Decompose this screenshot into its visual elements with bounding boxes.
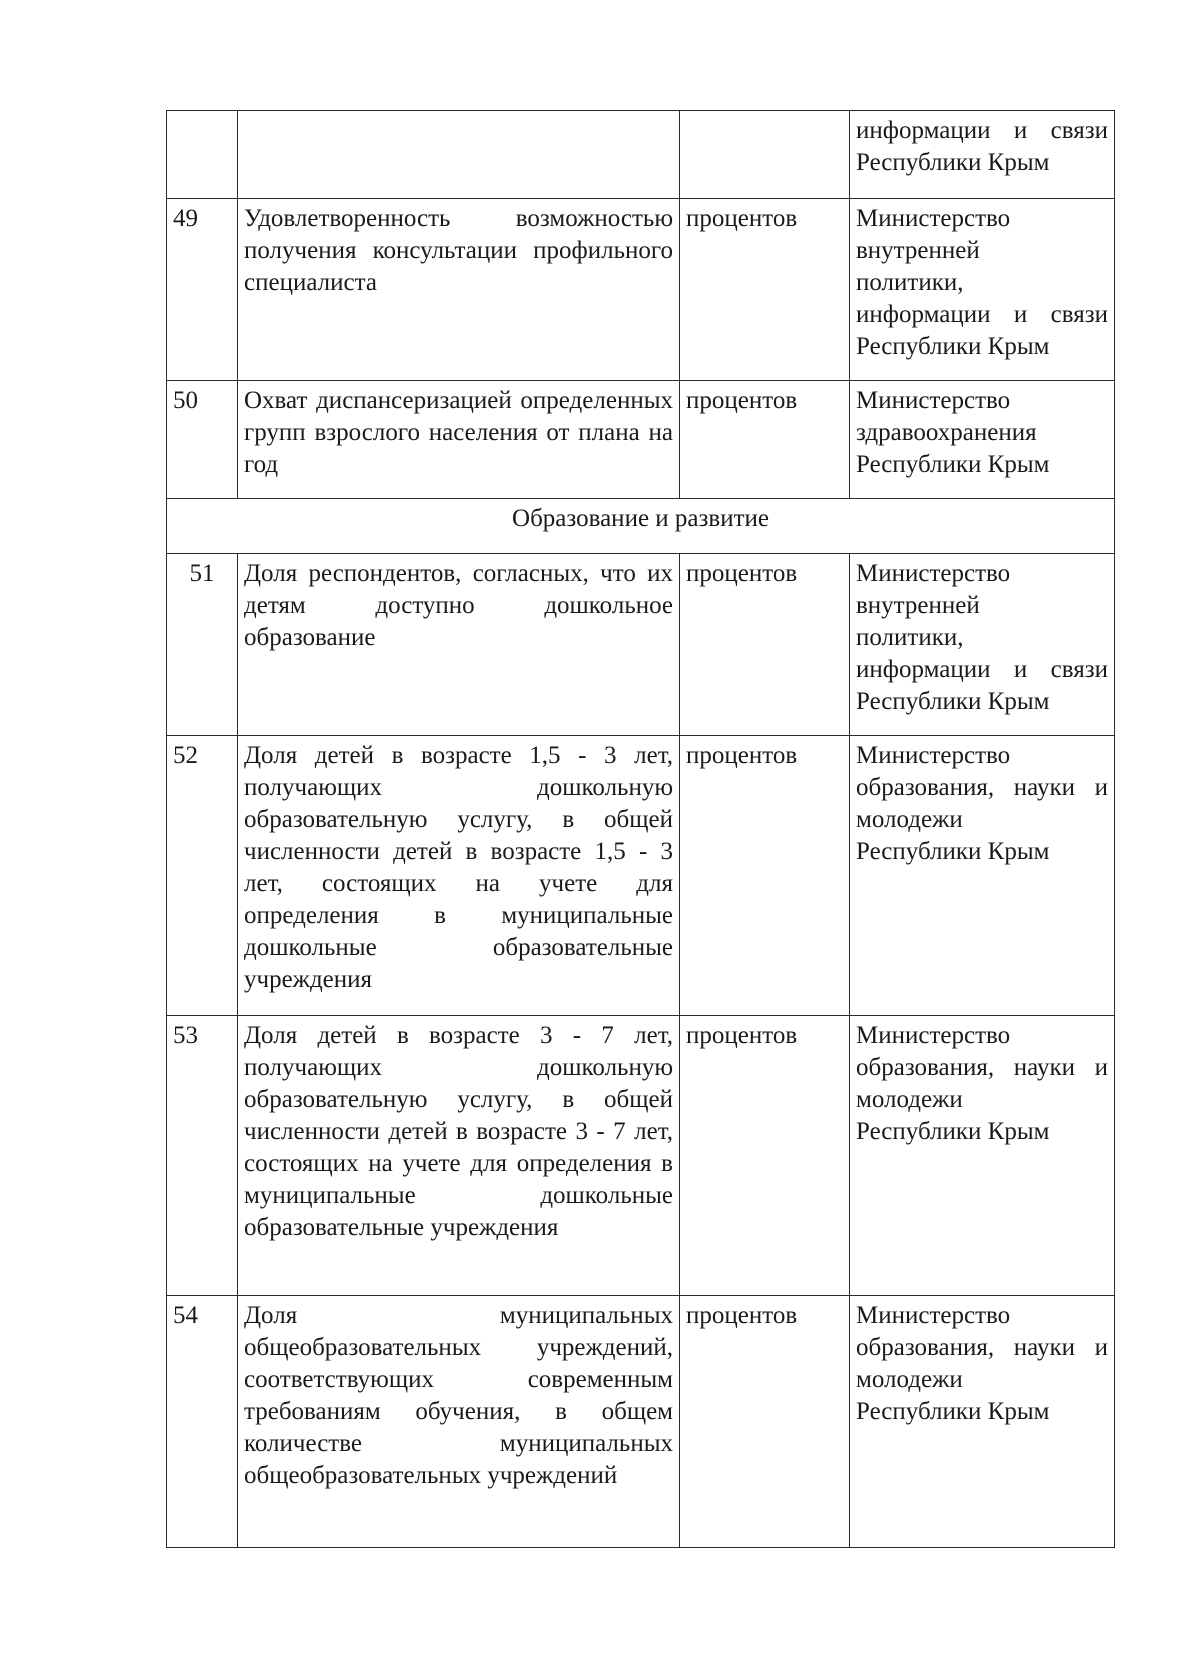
indicators-table — [166, 110, 1115, 1548]
row-number-cell — [167, 111, 238, 199]
responsible-line: образования, науки и — [856, 1054, 1108, 1081]
responsible-line: внутренней — [856, 237, 980, 264]
responsible-line: информации и связи — [856, 117, 1108, 144]
indicator-cell: Доля респондентов, согласных, что их детям доступно дошкольное образование — [238, 554, 680, 736]
responsible-line: информации и связи — [856, 656, 1108, 683]
responsible-line: информации и связи — [856, 301, 1108, 328]
table-row — [167, 111, 1115, 199]
section-row — [167, 499, 1115, 554]
responsible-line: образования, науки и — [856, 774, 1108, 801]
table-row — [167, 199, 1115, 381]
responsible-line: Республики Крым — [856, 1118, 1050, 1145]
section-title: Образование и развитие — [167, 499, 1115, 554]
responsible-line: Республики Крым — [856, 688, 1050, 715]
responsible-cell — [850, 381, 1115, 499]
indicator-cell: Доля муниципальных общеобразовательных учреждений, соответствующих современным требованиям обучения, в общем количестве муниципальных общеобразовательных учреждений — [238, 1296, 680, 1548]
responsible-cell — [850, 1016, 1115, 1296]
row-number-cell: 52 — [167, 736, 238, 1016]
unit-cell — [680, 111, 850, 199]
responsible-cell — [850, 736, 1115, 1016]
responsible-line: Республики Крым — [856, 149, 1050, 176]
unit-cell: процентов — [680, 1296, 850, 1548]
table-row — [167, 1296, 1115, 1548]
unit-cell: процентов — [680, 554, 850, 736]
row-number-cell: 53 — [167, 1016, 238, 1296]
unit-cell: процентов — [680, 736, 850, 1016]
responsible-line: Министерство — [856, 387, 1011, 414]
responsible-line: Республики Крым — [856, 451, 1050, 478]
row-number-cell: 54 — [167, 1296, 238, 1548]
table-row — [167, 554, 1115, 736]
responsible-line: Министерство — [856, 742, 1011, 769]
unit-cell: процентов — [680, 199, 850, 381]
indicator-cell — [238, 111, 680, 199]
responsible-line: политики, — [856, 269, 964, 296]
responsible-cell — [850, 1296, 1115, 1548]
responsible-cell — [850, 199, 1115, 381]
table-row — [167, 381, 1115, 499]
unit-cell: процентов — [680, 1016, 850, 1296]
responsible-line: политики, — [856, 624, 964, 651]
responsible-line: здравоохранения — [856, 419, 1037, 446]
responsible-line: молодежи — [856, 806, 963, 833]
unit-cell: процентов — [680, 381, 850, 499]
indicator-cell: Охват диспансеризацией определенных групп взрослого населения от плана на год — [238, 381, 680, 499]
responsible-line: молодежи — [856, 1366, 963, 1393]
table-row — [167, 1016, 1115, 1296]
row-number-cell: 50 — [167, 381, 238, 499]
responsible-line: Республики Крым — [856, 838, 1050, 865]
responsible-line: Республики Крым — [856, 333, 1050, 360]
indicator-cell: Доля детей в возрасте 3 - 7 лет, получающих дошкольную образовательную услугу, в общей численности детей в возрасте 3 - 7 лет, состоящих на учете для определения в муниципальные дошкольные образовательные учреждения — [238, 1016, 680, 1296]
responsible-cell — [850, 554, 1115, 736]
table-row — [167, 736, 1115, 1016]
row-number-cell: 49 — [167, 199, 238, 381]
indicator-cell: Удовлетворенность возможностью получения консультации профильного специалиста — [238, 199, 680, 381]
row-number-cell: 51 — [167, 554, 238, 736]
responsible-line: молодежи — [856, 1086, 963, 1113]
responsible-line: внутренней — [856, 592, 980, 619]
responsible-line: Министерство — [856, 1302, 1011, 1329]
indicator-cell: Доля детей в возрасте 1,5 - 3 лет, получающих дошкольную образовательную услугу, в общей численности детей в возрасте 1,5 - 3 лет, состоящих на учете для определения в муниципальные дошкольные образовательные учреждения — [238, 736, 680, 1016]
responsible-line: образования, науки и — [856, 1334, 1108, 1361]
responsible-line: Министерство — [856, 560, 1011, 587]
responsible-line: Республики Крым — [856, 1398, 1050, 1425]
responsible-cell — [850, 111, 1115, 199]
responsible-line: Министерство — [856, 205, 1011, 232]
responsible-line: Министерство — [856, 1022, 1011, 1049]
